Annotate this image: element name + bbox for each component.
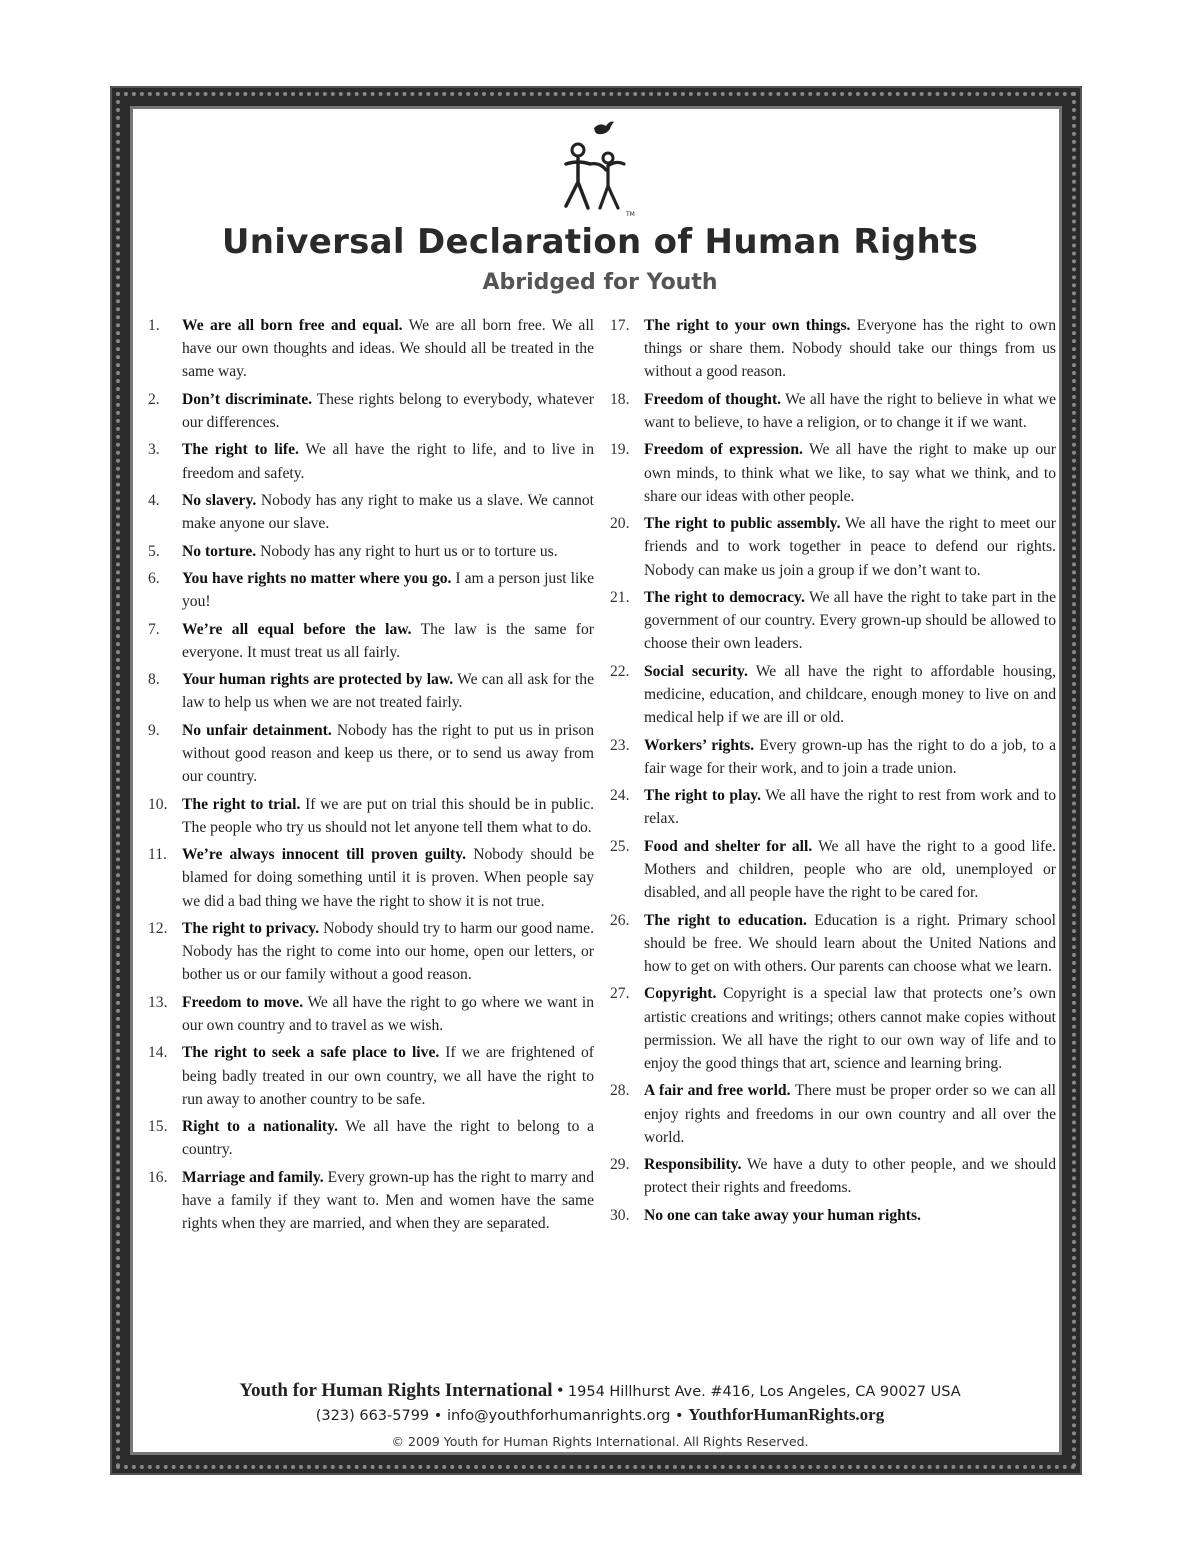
right-number: 8. bbox=[148, 671, 160, 689]
right-heading: No slavery. bbox=[182, 491, 257, 509]
right-description: We all have the right to go where we want in our own country and to travel as we wish. bbox=[182, 993, 594, 1034]
right-heading: Your human rights are protected by law. bbox=[182, 671, 454, 689]
right-number: 20. bbox=[610, 515, 630, 533]
rights-list-right bbox=[610, 314, 1056, 1231]
right-item bbox=[148, 843, 594, 913]
right-description: We all have the right to affordable housing, medicine, education, and childcare, enough money to live on and medical help if we are ill or old. bbox=[644, 662, 1056, 727]
right-description: Every grown-up has the right to marry and have a family if they want to. Men and women have the same rights when they are married, and when they are separated. bbox=[182, 1168, 594, 1233]
right-description: We all have the right to meet our friends and to work together in peace to defend our rights. Nobody can make us join a group if we don’t want to. bbox=[644, 515, 1056, 579]
right-number: 4. bbox=[148, 491, 160, 509]
right-description: These rights belong to everybody, whatever our differences. bbox=[182, 390, 595, 431]
right-description: Education is a right. Primary school should be free. We should learn about the United Nations and how to get on with others. Our parents can choose what we learn. bbox=[644, 911, 1056, 975]
right-item bbox=[610, 586, 1056, 656]
right-item bbox=[610, 1204, 1056, 1227]
footer-phone: (323) 663-5799 bbox=[315, 1408, 430, 1424]
right-number: 6. bbox=[148, 569, 160, 587]
right-description: If we are put on trial this should be in public. The people who try us should not let anyone tell them what to do. bbox=[182, 795, 594, 836]
right-number: 12. bbox=[148, 919, 168, 937]
right-item bbox=[148, 1166, 594, 1236]
right-heading: We are all born free and equal. bbox=[182, 317, 403, 334]
right-heading: The right to public assembly. bbox=[644, 515, 841, 533]
right-item bbox=[148, 917, 594, 987]
right-heading: Copyright. bbox=[644, 985, 717, 1003]
right-heading: Freedom of expression. bbox=[644, 441, 803, 459]
right-description: There must be proper order so we can all enjoy rights and freedoms in our own country and all over the world. bbox=[644, 1082, 1056, 1146]
right-heading: No one can take away your human rights. bbox=[644, 1206, 921, 1224]
footer-org-line bbox=[0, 1380, 1200, 1402]
right-item bbox=[148, 1115, 594, 1161]
right-item bbox=[610, 1079, 1056, 1149]
right-heading: The right to democracy. bbox=[644, 588, 805, 606]
right-number: 13. bbox=[148, 993, 168, 1011]
right-number: 5. bbox=[148, 542, 160, 560]
right-number: 30. bbox=[610, 1206, 630, 1224]
right-item bbox=[148, 489, 594, 535]
footer-separator: • bbox=[670, 1408, 689, 1424]
right-number: 15. bbox=[148, 1118, 168, 1136]
right-description: Copyright is a special law that protects one’s own artistic creations and writings; others cannot make copies without permission. We all have the right to our own way of life and to enjoy the good things that art, science and learning bring. bbox=[644, 985, 1056, 1072]
right-item bbox=[610, 734, 1056, 780]
page-title: Universal Declaration of Human Rights bbox=[221, 222, 979, 262]
right-number: 11. bbox=[148, 846, 167, 864]
right-item bbox=[148, 540, 594, 563]
right-description: We all have the right to rest from work and to relax. bbox=[644, 787, 1056, 828]
footer-org-name: Youth for Human Rights International bbox=[239, 1380, 553, 1401]
right-description: Nobody should try to harm our good name. Nobody has the right to come into our home, open our letters, or bother us or our family without a good reason. bbox=[182, 919, 594, 984]
right-description: We all have the right to a good life. Mothers and children, people who are old, unemployed or disabled, and all people have the right to be cared for. bbox=[644, 837, 1056, 902]
right-number: 27. bbox=[610, 985, 630, 1003]
right-item bbox=[610, 784, 1056, 830]
right-heading: The right to trial. bbox=[182, 795, 301, 813]
right-description: If we are frightened of being badly treated in our own country, we all have the right to run away to another country to be safe. bbox=[182, 1044, 594, 1108]
right-number: 2. bbox=[148, 390, 160, 408]
footer-separator: • bbox=[429, 1408, 447, 1424]
right-item bbox=[610, 388, 1056, 434]
right-description: We all have the right to belong to a country. bbox=[182, 1118, 594, 1159]
right-description: Nobody should be blamed for doing something until it is proven. When people say we did a bad thing we have the right to show it is not true. bbox=[182, 846, 594, 910]
right-number: 3. bbox=[148, 441, 160, 459]
right-number: 25. bbox=[610, 837, 630, 855]
right-number: 28. bbox=[610, 1082, 630, 1100]
right-heading: Right to a nationality. bbox=[182, 1118, 338, 1136]
right-description: Nobody has any right to hurt us or to torture us. bbox=[256, 542, 558, 560]
right-heading: Workers’ rights. bbox=[644, 736, 755, 754]
right-number: 18. bbox=[610, 390, 630, 408]
right-number: 9. bbox=[148, 721, 160, 739]
right-number: 29. bbox=[610, 1156, 630, 1174]
footer-address: 1954 Hillhurst Ave. #416, Los Angeles, CA 90027 USA bbox=[567, 1384, 961, 1400]
right-item bbox=[148, 438, 594, 484]
right-heading: A fair and free world. bbox=[644, 1082, 791, 1100]
rights-list-left bbox=[148, 314, 594, 1240]
right-description: I am a person just like you! bbox=[182, 569, 594, 611]
right-heading: The right to education. bbox=[644, 911, 807, 929]
right-item bbox=[610, 314, 1056, 384]
right-heading: The right to seek a safe place to live. bbox=[182, 1044, 440, 1062]
right-description: We can all ask for the law to help us when we are not treated fairly. bbox=[182, 671, 594, 712]
right-number: 22. bbox=[610, 662, 630, 680]
right-heading: We’re always innocent till proven guilty. bbox=[182, 846, 467, 864]
right-item bbox=[148, 314, 594, 384]
right-heading: The right to your own things. bbox=[644, 317, 851, 334]
right-heading: Freedom to move. bbox=[182, 993, 304, 1011]
footer-separator: • bbox=[552, 1380, 568, 1400]
footer-contact-line bbox=[0, 1405, 1200, 1425]
right-description: The law is the same for everyone. It must treat us all fairly. bbox=[182, 620, 594, 661]
right-description: Everyone has the right to own things or share them. Nobody should take our things from us without a good reason. bbox=[644, 317, 1056, 381]
right-number: 7. bbox=[148, 620, 160, 638]
right-heading: Marriage and family. bbox=[182, 1168, 324, 1186]
right-heading: Don’t discriminate. bbox=[182, 390, 313, 408]
right-description: Every grown-up has the right to do a job, to a fair wage for their work, and to join a trade union. bbox=[644, 736, 1056, 777]
right-heading: Social security. bbox=[644, 662, 748, 680]
right-number: 17. bbox=[610, 317, 630, 334]
right-heading: Responsibility. bbox=[644, 1156, 742, 1174]
page-subtitle: Abridged for Youth bbox=[482, 270, 718, 295]
right-heading: The right to privacy. bbox=[182, 919, 320, 937]
right-item bbox=[610, 438, 1056, 508]
right-description: We all have the right to make up our own minds, to think what we like, to say what we think, and to share our ideas with other people. bbox=[644, 441, 1057, 505]
right-item bbox=[610, 982, 1056, 1075]
right-number: 23. bbox=[610, 736, 630, 754]
right-item bbox=[148, 991, 594, 1037]
right-item bbox=[610, 512, 1056, 582]
right-item bbox=[148, 1041, 594, 1111]
right-heading: No unfair detainment. bbox=[182, 721, 332, 739]
right-heading: The right to play. bbox=[644, 787, 762, 805]
right-item bbox=[148, 618, 594, 664]
right-item bbox=[148, 388, 594, 434]
right-heading: We’re all equal before the law. bbox=[182, 620, 412, 638]
right-number: 24. bbox=[610, 787, 630, 805]
right-heading: Freedom of thought. bbox=[644, 390, 782, 408]
right-item bbox=[148, 567, 594, 613]
right-number: 16. bbox=[148, 1168, 168, 1186]
right-description: We all have the right to believe in what we want to believe, to have a religion, or to change it if we want. bbox=[644, 390, 1056, 431]
right-heading: No torture. bbox=[182, 542, 257, 560]
right-item bbox=[610, 909, 1056, 979]
right-description: We all have the right to take part in the government of our country. Every grown-up should be allowed to choose their own leaders. bbox=[644, 588, 1056, 653]
right-number: 26. bbox=[610, 911, 630, 929]
right-number: 10. bbox=[148, 795, 168, 813]
right-description: Nobody has any right to make us a slave. We cannot make anyone our slave. bbox=[182, 491, 594, 533]
right-heading: The right to life. bbox=[182, 441, 299, 459]
right-item bbox=[148, 719, 594, 789]
right-item bbox=[610, 1153, 1056, 1199]
right-number: 14. bbox=[148, 1044, 168, 1062]
right-item bbox=[610, 660, 1056, 730]
right-description: We are all born free. We all have our own thoughts and ideas. We should all be treated in the same way. bbox=[182, 317, 594, 381]
footer-website: YouthforHumanRights.org bbox=[688, 1405, 885, 1424]
right-description: We have a duty to other people, and we should protect their rights and freedoms. bbox=[644, 1156, 1056, 1197]
right-number: 1. bbox=[148, 317, 160, 334]
footer-email: info@youthforhumanrights.org bbox=[446, 1408, 671, 1424]
footer-copyright: © 2009 Youth for Human Rights International. All Rights Reserved. bbox=[391, 1434, 809, 1449]
right-description: Nobody has the right to put us in prison without good reason and keep us there, or to send us away from our country. bbox=[182, 721, 594, 786]
right-item bbox=[610, 835, 1056, 905]
youth-logo-icon bbox=[556, 118, 642, 218]
right-item bbox=[148, 793, 594, 839]
right-heading: Food and shelter for all. bbox=[644, 837, 813, 855]
right-item bbox=[148, 668, 594, 714]
right-number: 21. bbox=[610, 588, 630, 606]
right-number: 19. bbox=[610, 441, 630, 459]
logo-trademark: TM bbox=[626, 211, 635, 218]
right-heading: You have rights no matter where you go. bbox=[182, 569, 452, 587]
right-description: We all have the right to life, and to live in freedom and safety. bbox=[182, 441, 594, 482]
